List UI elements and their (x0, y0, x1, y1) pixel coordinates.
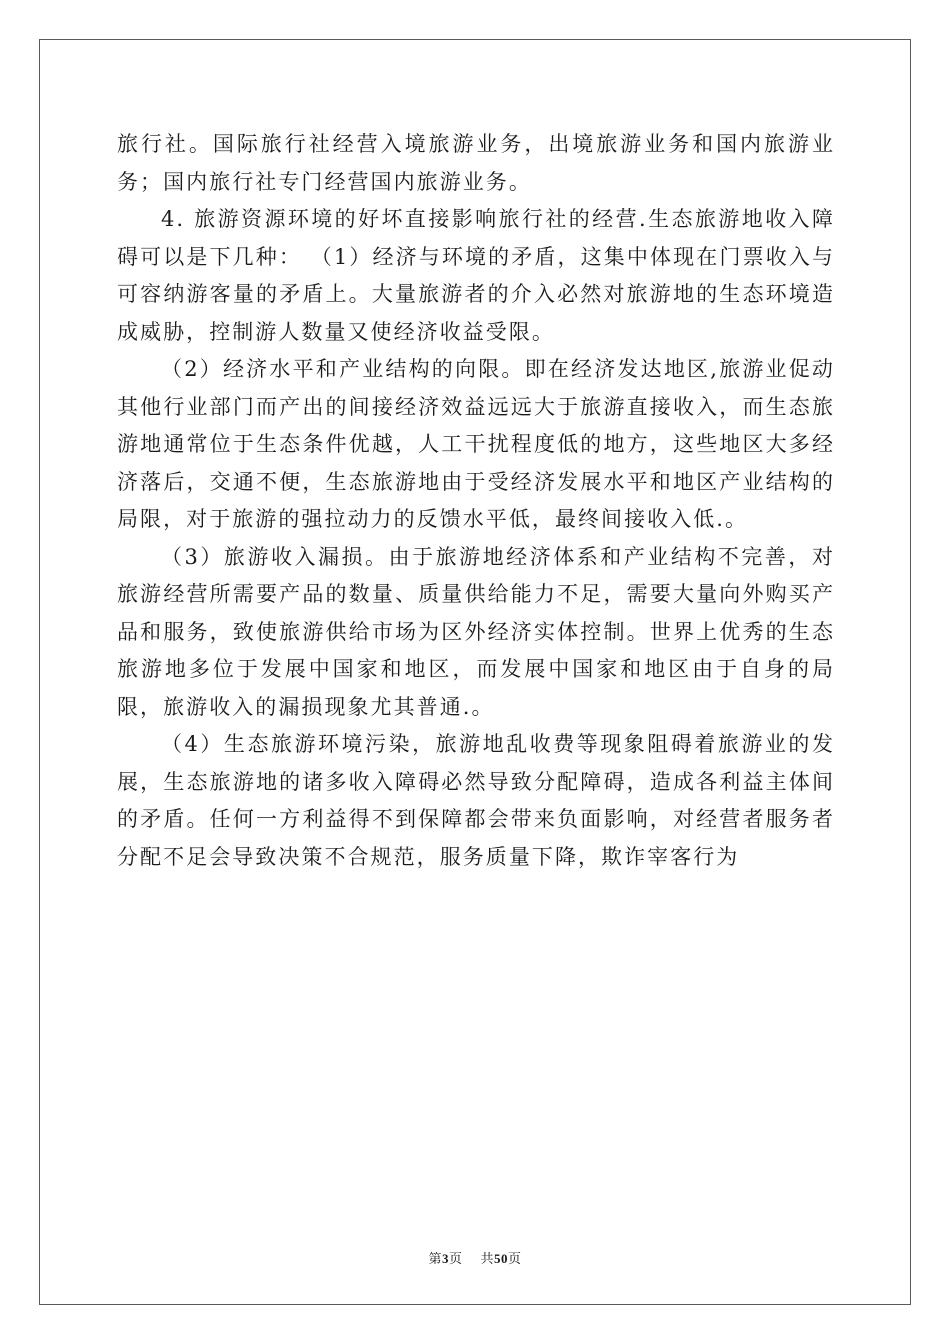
page-footer (0, 1248, 950, 1267)
total-suffix: 页 (508, 1252, 522, 1267)
page-suffix: 页 (448, 1252, 463, 1267)
paragraph-3: （2）经济水平和产业结构的向限。即在经济发达地区,旅游业促动其他行业部门而产出的间接经济效益远远大于旅游直接收入，而生态旅游地通常位于生态条件优越，人工干扰程度低的地方，这些地区大多经济落后，交通不便，生态旅游地由于受经济发展水平和地区产业结构的局限，对于旅游的强拉动力的反馈水平低，最终间接收入低.。 (117, 357, 835, 531)
page-number: 3 (441, 1251, 449, 1266)
paragraph-1: 旅行社。国际旅行社经营入境旅游业务，出境旅游业务和国内旅游业务；国内旅行社专门经营国内旅游业务。 (117, 132, 835, 194)
paragraph-2: 4. 旅游资源环境的好坏直接影响旅行社的经营.生态旅游地收入障碍可以是下几种： （1）经济与环境的矛盾，这集中体现在门票收入与可容纳游客量的矛盾上。大量旅游者的介入必然对旅游地的生态环境造成威胁，控制游人数量又使经济收益受限。 (117, 207, 835, 344)
document-body (117, 126, 835, 876)
paragraph-4: （3）旅游收入漏损。由于旅游地经济体系和产业结构不完善，对旅游经营所需要产品的数量、质量供给能力不足，需要大量向外购买产品和服务，致使旅游供给市场为区外经济实体控制。世界上优秀的生态旅游地多位于发展中国家和地区，而发展中国家和地区由于自身的局限，旅游收入的漏损现象尤其普通.。 (117, 544, 835, 719)
page-prefix: 第 (428, 1252, 442, 1267)
total-prefix: 共 (480, 1252, 495, 1267)
total-pages: 50 (494, 1251, 509, 1266)
paragraph-5: （4）生态旅游环境污染，旅游地乱收费等现象阻碍着旅游业的发展，生态旅游地的诸多收入障碍必然导致分配障碍，造成各利益主体间的矛盾。任何一方利益得不到保障都会带来负面影响，对经营者服务者分配不足会导致决策不合规范，服务质量下降，欺诈宰客行为 (117, 732, 835, 869)
